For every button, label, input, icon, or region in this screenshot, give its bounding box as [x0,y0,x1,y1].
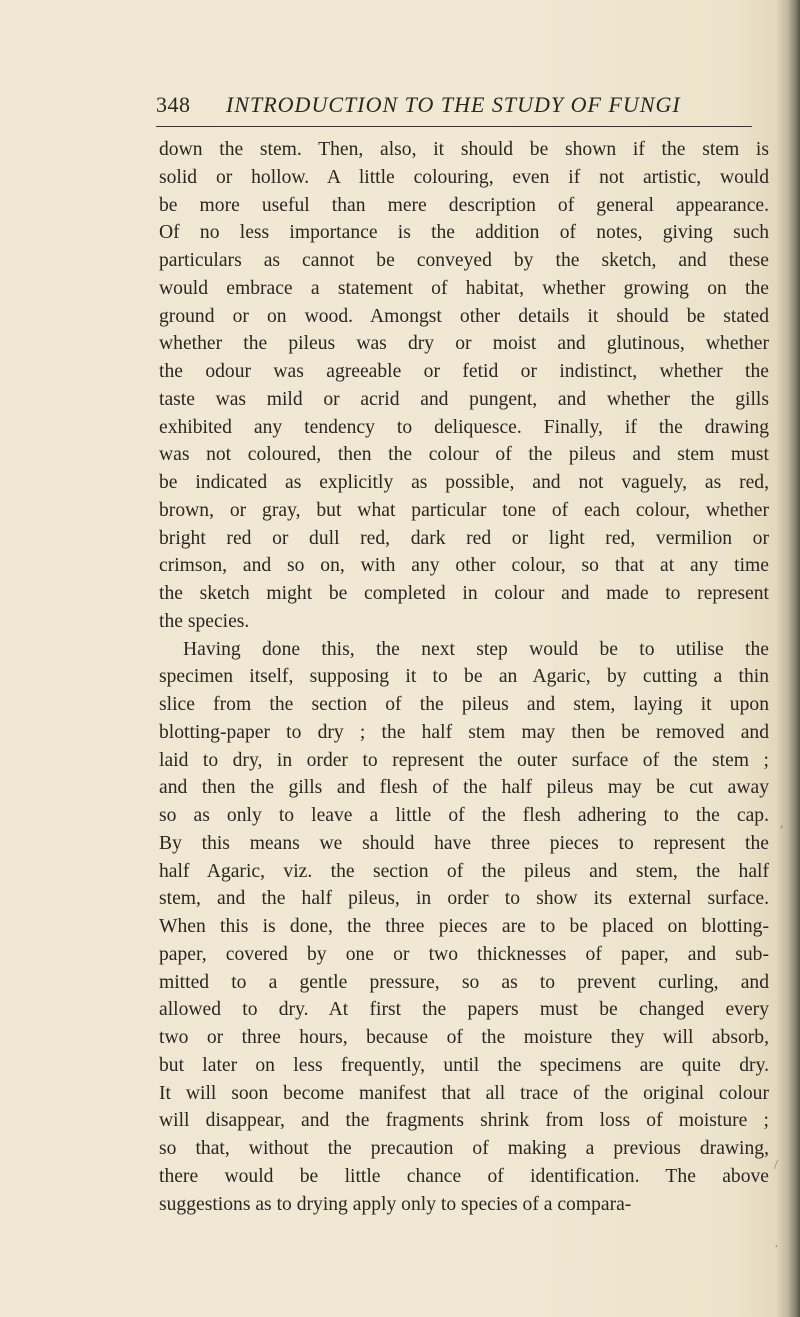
text-line: particulars as cannot be conveyed by the sketch, and these [159,250,769,271]
text-line: stem, and the half pileus, in order to show its external surface. [159,888,769,910]
text-line: so as only to leave a little of the flesh adhering to the cap. [159,805,769,826]
text-line: Having done this, the next step would be to utilise the [183,638,769,660]
text-line: specimen itself, supposing it to be an Agaric, by cutting a thin [159,666,769,688]
text-line: be more useful than mere description of general appearance. [159,194,769,216]
running-title: INTRODUCTION TO THE STUDY OF FUNGI [226,92,681,117]
page-edge-shadow [788,0,800,1317]
text-line: By this means we should have three pieces to represent the [159,832,769,854]
stray-mark: · [774,1240,779,1255]
text-line: so that, without the precaution of making a previous drawing, [159,1138,769,1159]
text-line: bright red or dull red, dark red or light red, vermilion or [159,527,769,549]
header-rule [156,126,752,127]
text-line: slice from the section of the pileus and stem, laying it upon [159,694,769,715]
text-line: When this is done, the three pieces are to be placed on blotting- [159,916,769,937]
text-line: will disappear, and the fragments shrink from loss of moisture ; [159,1110,769,1132]
text-line: crimson, and so on, with any other colour, so that at any time [159,555,769,577]
text-line: ground or on wood. Amongst other details it should be stated [159,305,769,327]
text-line: taste was mild or acrid and pungent, and whether the gills [159,388,769,410]
text-line: allowed to dry. At first the papers must be changed every [159,999,769,1021]
text-line: mitted to a gentle pressure, so as to prevent curling, and [159,971,769,993]
text-line: Of no less importance is the addition of notes, giving such [159,222,769,244]
text-line: exhibited any tendency to deliquesce. Finally, if the drawing [159,416,769,438]
text-line: the species. [159,610,250,632]
text-line: It will soon become manifest that all trace of the original colour [159,1082,769,1104]
text-line: paper, covered by one or two thicknesses of paper, and sub- [159,943,769,965]
text-line: the odour was agreeable or fetid or indistinct, whether the [159,361,769,382]
text-line: would embrace a statement of habitat, whether growing on the [159,277,769,299]
body-text [159,136,769,1218]
text-line: was not coloured, then the colour of the pileus and stem must [159,444,769,466]
text-line: and then the gills and flesh of the half pileus may be cut away [159,777,769,799]
text-line: be indicated as explicitly as possible, and not vaguely, as red, [159,472,769,493]
text-line: half Agaric, viz. the section of the pileus and stem, the half [159,860,769,882]
text-line: there would be little chance of identification. The above [159,1165,769,1187]
text-line: blotting-paper to dry ; the half stem may then be removed and [159,721,769,743]
text-line: down the stem. Then, also, it should be shown if the stem is [159,139,769,160]
text-line: laid to dry, in order to represent the outer surface of the stem ; [159,749,769,771]
page-header [156,92,756,122]
text-line: whether the pileus was dry or moist and glutinous, whether [159,333,769,355]
text-line: but later on less frequently, until the specimens are quite dry. [159,1054,769,1076]
text-line: solid or hollow. A little colouring, even if not artistic, would [159,166,769,188]
stray-mark: / [774,1158,778,1173]
page-number: 348 [156,92,191,117]
text-line: brown, or gray, but what particular tone of each colour, whether [159,499,769,521]
stray-mark: , [780,816,784,831]
text-line: the sketch might be completed in colour and made to represent [159,583,769,604]
text-line: two or three hours, because of the moisture they will absorb, [159,1027,769,1048]
text-line: suggestions as to drying apply only to species of a compara- [159,1193,632,1215]
